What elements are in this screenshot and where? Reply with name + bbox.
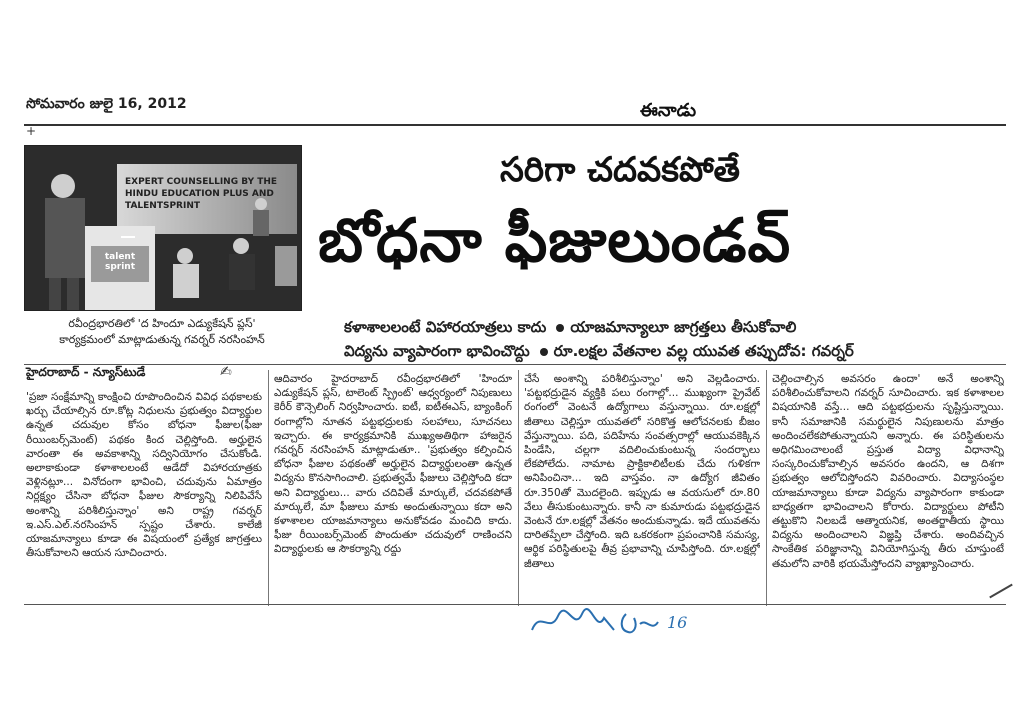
subhead-row-1 <box>344 318 1004 340</box>
article-column-3 <box>524 372 760 602</box>
column-divider <box>518 370 519 606</box>
dateline: సోమవారం జులై 16, 2012 <box>26 96 187 112</box>
column-3-text: చేసే అంశాన్ని పరిశీలిస్తున్నాం' అని వెల్లడించారు. 'పట్టభద్రుడైన వ్యక్తికి పలు రంగాల్లో... ముఖ్యంగా ప్రైవేట్ రంగంలో వెంటనే ఉద్యోగాలు వస్తున్నాయి. రూ.లక్షల్లో జీతాలు చెల్లిస్తూ యువతలో సరికొత్త ఆలోచనలకు బీజం వేస్తున్నాయి. పది, పదిహేను సంవత్సరాల్లో ఆయువకెక్కిన పిండేసి, చల్లగా వదిలించుకుంటున్న సందర్భాలు లేకపోలేదు. నామాట ప్రాక్టికాలిటీలకు చేదు గుళికగా అనిపించినా... ఇది వాస్తవం. నా ఉద్యోగ జీవితం రూ.350తో మొదలైంది. ఇప్పుడు ఆ వయసులో రూ.80 వేలు తీసుకుంటున్నారు. కానీ నా కుమారుడు పట్టభద్రుడైన వెంటనే రూ.లక్షల్లో వేతనం అందుకున్నాడు. ఇదే యువతను దారితప్పేలా చేస్తోంది. ఇది ఒకరకంగా ప్రపంచానికి సమస్య, ఆర్థిక పరిస్థితులపై తీవ్ర ప్రభావాన్ని చూపిస్తోంది. రూ.లక్షల్లో జీతాలు <box>524 373 760 570</box>
bullet-icon <box>556 324 564 332</box>
subhead-3: విద్యను వ్యాపారంగా భావించొద్దు <box>344 342 530 360</box>
article-column-2 <box>274 372 512 602</box>
newspaper-name: ఈనాడు <box>640 100 697 121</box>
column-divider <box>268 370 269 606</box>
article-column-1 <box>26 390 262 605</box>
subhead-row-2 <box>344 342 1004 364</box>
article-photo <box>24 145 302 311</box>
caption-line-2: కార్యక్రమంలో మాట్లాడుతున్న గవర్నర్ నరసింహన్ <box>59 333 265 346</box>
article-column-4 <box>772 372 1004 602</box>
handwritten-signature <box>530 604 687 640</box>
pen-icon: ✍ <box>220 364 232 380</box>
plus-mark: + <box>26 124 37 138</box>
column-2-text: ఆదివారం హైదరాబాద్ రవీంద్రభారతిలో 'హిందూ ఎడ్యుకేషన్ ప్లస్, టాలెంట్ స్ప్రింట్' ఆధ్వర్యంలో నిపుణులు కెరీర్ కౌన్సెలింగ్ నిర్వహించారు. ఐటీ, ఐటీఈఎస్, బ్యాంకింగ్ రంగాల్లోని నూతన పట్టభద్రులకు సలహాలు, సూచనలు ఇచ్చారు. ఈ కార్యక్రమానికి ముఖ్యఅతిథిగా హాజరైన గవర్నర్ నరసింహన్ మాట్లాడుతూ.. 'ప్రభుత్వం కల్పించిన బోధనా ఫీజుల పథకంతో అర్హులైన విద్యార్థులంతా ఉన్నత విద్యను కొనసాగించాలి. ప్రభుత్వమే ఫీజులు చెల్లిస్తోంది కదా అని విద్యార్థులు... వారు చదివితే మార్కులే, చదవకపోతే మార్కులే, మా ఫీజులు మాకు అందుతున్నాయి కదా అని కళాశాలల యాజమాన్యాలు అనుకోవడం మంచిది కాదు. ఫీజు రీయింబర్స్‌మెంట్ పొందుతూ చదువులో రాణించని విద్యార్థులకు ఆ సౌకర్యాన్ని రద్దు <box>274 373 512 556</box>
column-1-text: 'ప్రజా సంక్షేమాన్ని కాంక్షించి రూపొందించిన వివిధ పథకాలకు ఖర్చు చేయాల్సిన రూ.కోట్ల నిధులను ప్రభుత్వం విద్యార్థుల ఉన్నత చదువుల కోసం బోధనా ఫీజుల(ఫీజు రీయింబర్స్‌మెంట్) పథకం కింద చెల్లిస్తోంది. అర్హులైన వారంతా ఈ అవకాశాన్ని సద్వినియోగం చేసుకోండి. అలాకాకుండా కళాశాలలంటే ఆడేదో విహారయాత్రకు వెళ్లినట్లూ... వినోదంగా భావించి, చదువును ఏమాత్రం నిర్లక్ష్యం చేసినా బోధనా ఫీజుల సౌకర్యాన్ని నిలిపివేసే అంశాన్ని పరిశీలిస్తున్నాం' అని రాష్ట్ర గవర్నర్ ఇ.ఎస్.ఎల్.నరసింహన్ స్పష్టం చేశారు. కాలేజీ యాజమాన్యాలు కూడా ఈ విషయంలో ప్రత్యేక జాగ్రత్తలు తీసుకోవాలని ఆయన సూచించారు. <box>26 391 262 560</box>
signature-scribble <box>530 604 660 640</box>
signature-date: 16 <box>667 613 688 632</box>
subhead-4: రూ.లక్షల వేతనాల వల్ల యువత తప్పుదోవ: గవర్నర్ <box>553 342 854 360</box>
column-divider <box>766 370 767 606</box>
photo-banner-text: EXPERT COUNSELLING BY THE HINDU EDUCATION PLUS AND TALENTSPRINT <box>125 177 278 211</box>
header-rule <box>24 124 1006 126</box>
column-4-text: చెల్లించాల్సిన అవసరం ఉందా' అనే అంశాన్ని పరిశీలించుకోవాలని గవర్నర్ సూచించారు. ఇక కళాశాలల విషయానికి వస్తే... ఆది పట్టభద్రులను సృష్టిస్తున్నాయి. కానీ సమాజానికి సమర్థులైన నిపుణులను మాత్రం అందించలేకపోతున్నాయని అన్నారు. ఈ పరిస్థితులను అధిగమించాలంటే ప్రస్తుత విద్యా విధానాన్ని సంస్కరించుకోవాల్సిన అవసరం ఉందని, ఆ దిశగా ప్రభుత్వం ఆలోచిస్తోందని వివరించారు. విద్యాసంస్థల యాజమాన్యాలు కూడా విద్యను వ్యాపారంగా కాకుండా బాధ్యతగా భావించాలని కోరారు. విద్యార్థులు పోటీని తట్టుకొని నిలబడే ఆత్మాయనిక, అంతర్జాతీయ స్థాయి విద్యను అందించాలని విజ్ఞప్తి చేశారు. అందివచ్చిన సాంకేతిక పరిజ్ఞానాన్ని వినియోగిస్తున్న తీరు చూస్తుంటే తమలోని వారికి భయమేస్తోందని వ్యాఖ్యానించారు. <box>772 373 1004 570</box>
photo-podium-text: talent sprint <box>104 252 136 272</box>
subhead-1: కళాశాలలంటే విహారయాత్రలు కాదు <box>344 318 547 336</box>
subhead-2: యాజమాన్యాలూ జాగ్రత్తలు తీసుకోవాలి <box>570 318 797 336</box>
body-bottom-rule <box>24 604 1006 605</box>
photo-scene <box>25 146 301 310</box>
bullet-icon <box>540 348 548 356</box>
kicker: సరిగా చదవకపోతే <box>500 150 741 190</box>
photo-caption <box>24 316 300 348</box>
headline: బోధనా ఫీజులుండవ్ <box>318 206 792 276</box>
byline: హైదరాబాద్ - న్యూస్‌టుడే <box>26 365 146 379</box>
caption-line-1: రవీంద్రభారతిలో 'ద హిందూ ఎడ్యుకేషన్ ప్లస్' <box>68 317 256 330</box>
